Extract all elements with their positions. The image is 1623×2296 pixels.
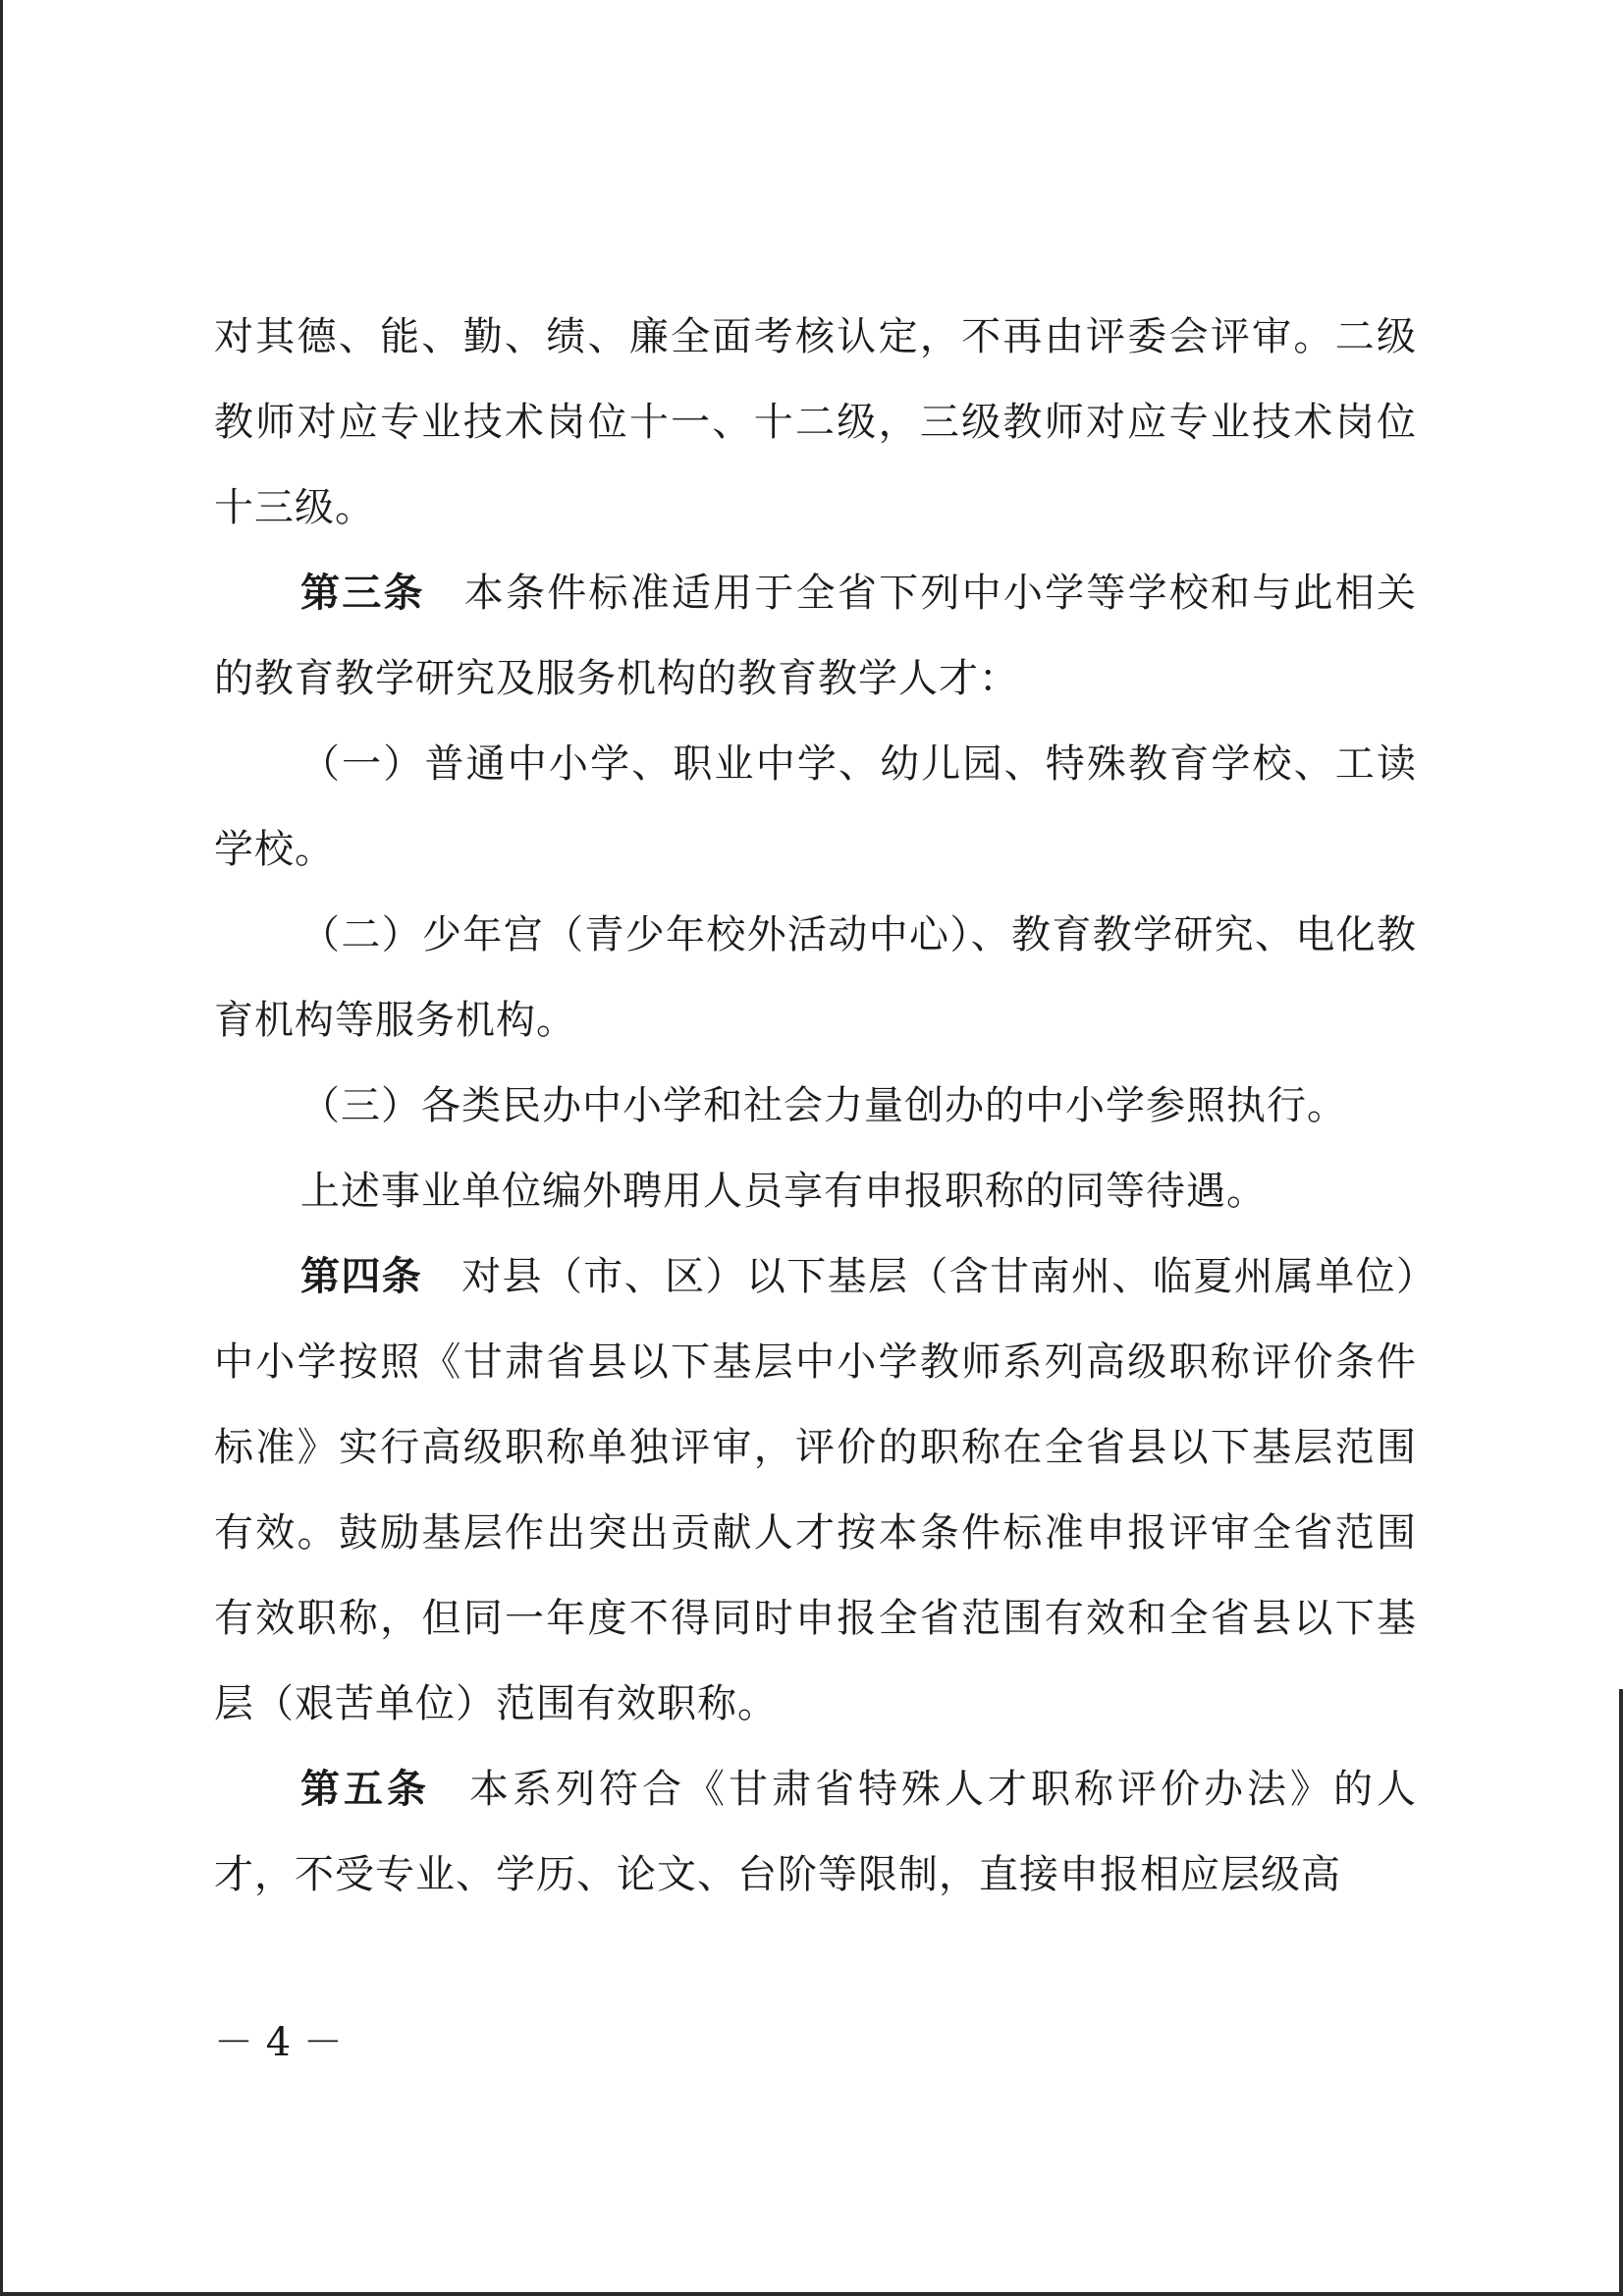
paragraph-text: 本系列符合《甘肃省特殊人才职称评价办法》的人才，不受专业、学历、论文、台阶等限制，直接申报相应层级高 xyxy=(214,1767,1417,1897)
paragraph-text: （三）各类民办中小学和社会力量创办的中小学参照执行。 xyxy=(300,1083,1347,1128)
article-title: 第五条 xyxy=(300,1767,430,1812)
scan-edge-right xyxy=(1619,1689,1623,2296)
page-number: － 4 － xyxy=(214,2020,343,2065)
article-title: 第三条 xyxy=(300,571,425,616)
list-item-three xyxy=(214,1064,1417,1149)
paragraph-text: （二）少年宫（青少年校外活动中心）、教育教学研究、电化教育机构等服务机构。 xyxy=(214,912,1417,1043)
article-five xyxy=(214,1747,1417,1918)
scan-edge-bottom xyxy=(0,2292,1623,2296)
paragraph-note xyxy=(214,1149,1417,1234)
paragraph-text: 本条件标准适用于全省下列中小学等学校和与此相关的教育教学研究及服务机构的教育教学人才： xyxy=(214,571,1418,701)
paragraph-continuation xyxy=(214,295,1417,551)
paragraph-text: 对县（市、区）以下基层（含甘南州、临夏州属单位）中小学按照《甘肃省县以下基层中小学教师系列高级职称评价条件标准》实行高级职称单独评审，评价的职称在全省县以下基层范围有效。鼓励基层作出突出贡献人才按本条件标准申报评审全省范围有效职称，但同一年度不得同时申报全省范围有效和全省县以下基层（艰苦单位）范围有效职称。 xyxy=(214,1254,1418,1726)
article-three xyxy=(214,551,1417,722)
list-item-one xyxy=(214,722,1417,893)
paragraph-text: 上述事业单位编外聘用人员享有申报职称的同等待遇。 xyxy=(300,1169,1267,1214)
list-item-two xyxy=(214,893,1417,1064)
paragraph-text: （一）普通中小学、职业中学、幼儿园、特殊教育学校、工读学校。 xyxy=(214,741,1417,872)
article-title: 第四条 xyxy=(300,1254,423,1299)
scan-edge-left xyxy=(0,0,3,2296)
paragraph-text: 对其德、能、勤、绩、廉全面考核认定，不再由评委会评审。二级教师对应专业技术岗位十一、十二级，三级教师对应专业技术岗位十三级。 xyxy=(214,314,1417,530)
document-body xyxy=(214,295,1417,1918)
article-four xyxy=(214,1234,1417,1747)
